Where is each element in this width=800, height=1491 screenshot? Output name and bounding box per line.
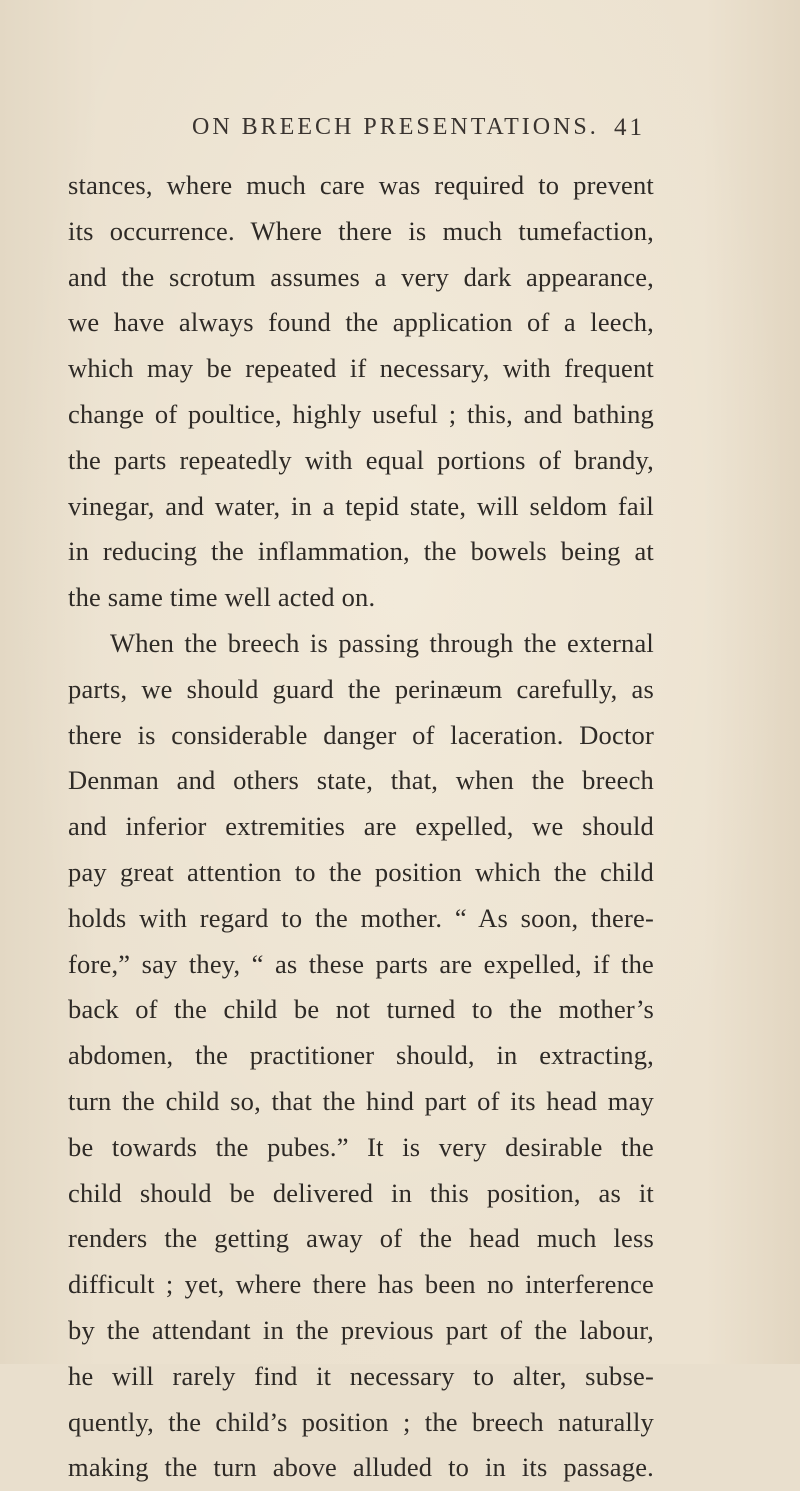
text-line: he will rarely find it necessary to alter, subse- [68, 1360, 654, 1391]
text-line: stances, where much care was required to prevent [68, 170, 654, 200]
text-line: and inferior extremities are expelled, we should [68, 811, 654, 842]
text-line: making the turn above alluded to in its passage. [68, 1452, 654, 1483]
paragraph-2 [68, 621, 654, 1491]
text-line: renders the getting away of the head much less [68, 1223, 654, 1254]
text-line: there is considerable danger of laceration. Doctor [68, 719, 654, 750]
text-line: and the scrotum assumes a very dark appearance, [68, 261, 654, 292]
text-line: abdomen, the practitioner should, in extracting, [68, 1040, 654, 1071]
text-line: parts, we should guard the perinæum carefully, as [68, 673, 654, 704]
text-line: we have always found the application of a leech, [68, 307, 654, 338]
page-number: 41 [614, 114, 645, 141]
text-line: back of the child be not turned to the mother’s [68, 994, 654, 1025]
text-line: fore,” say they, “ as these parts are expelled, if the [68, 948, 654, 979]
text-line: turn the child so, that the hind part of its head may [68, 1085, 654, 1116]
text-line: vinegar, and water, in a tepid state, will seldom fail [68, 490, 654, 521]
text-line: by the attendant in the previous part of the labour, [68, 1314, 654, 1345]
text-line: When the breech is passing through the external [110, 627, 654, 658]
text-line: change of poultice, highly useful ; this, and bathing [68, 398, 654, 429]
text-line: pay great attention to the position which the child [68, 856, 654, 887]
text-line: the same time well acted on. [68, 582, 376, 613]
text-line: Denman and others state, that, when the breech [68, 765, 654, 796]
text-line: quently, the child’s position ; the breech naturally [68, 1406, 654, 1437]
text-line: its occurrence. Where there is much tumefaction, [68, 215, 654, 246]
text-line: child should be delivered in this position, as it [68, 1177, 654, 1208]
paragraph-1 [68, 163, 654, 621]
text-line: in reducing the inflammation, the bowels being at [68, 536, 654, 567]
text-line: be towards the pubes.” It is very desirable the [68, 1131, 654, 1162]
text-line: difficult ; yet, where there has been no interference [68, 1269, 654, 1300]
text-line: the parts repeatedly with equal portions of brandy, [68, 444, 654, 475]
body-text [68, 163, 654, 1491]
text-line: which may be repeated if necessary, with frequent [68, 353, 654, 384]
text-line: holds with regard to the mother. “ As soon, there- [68, 902, 654, 933]
running-title: ON BREECH PRESENTATIONS. [192, 114, 599, 140]
